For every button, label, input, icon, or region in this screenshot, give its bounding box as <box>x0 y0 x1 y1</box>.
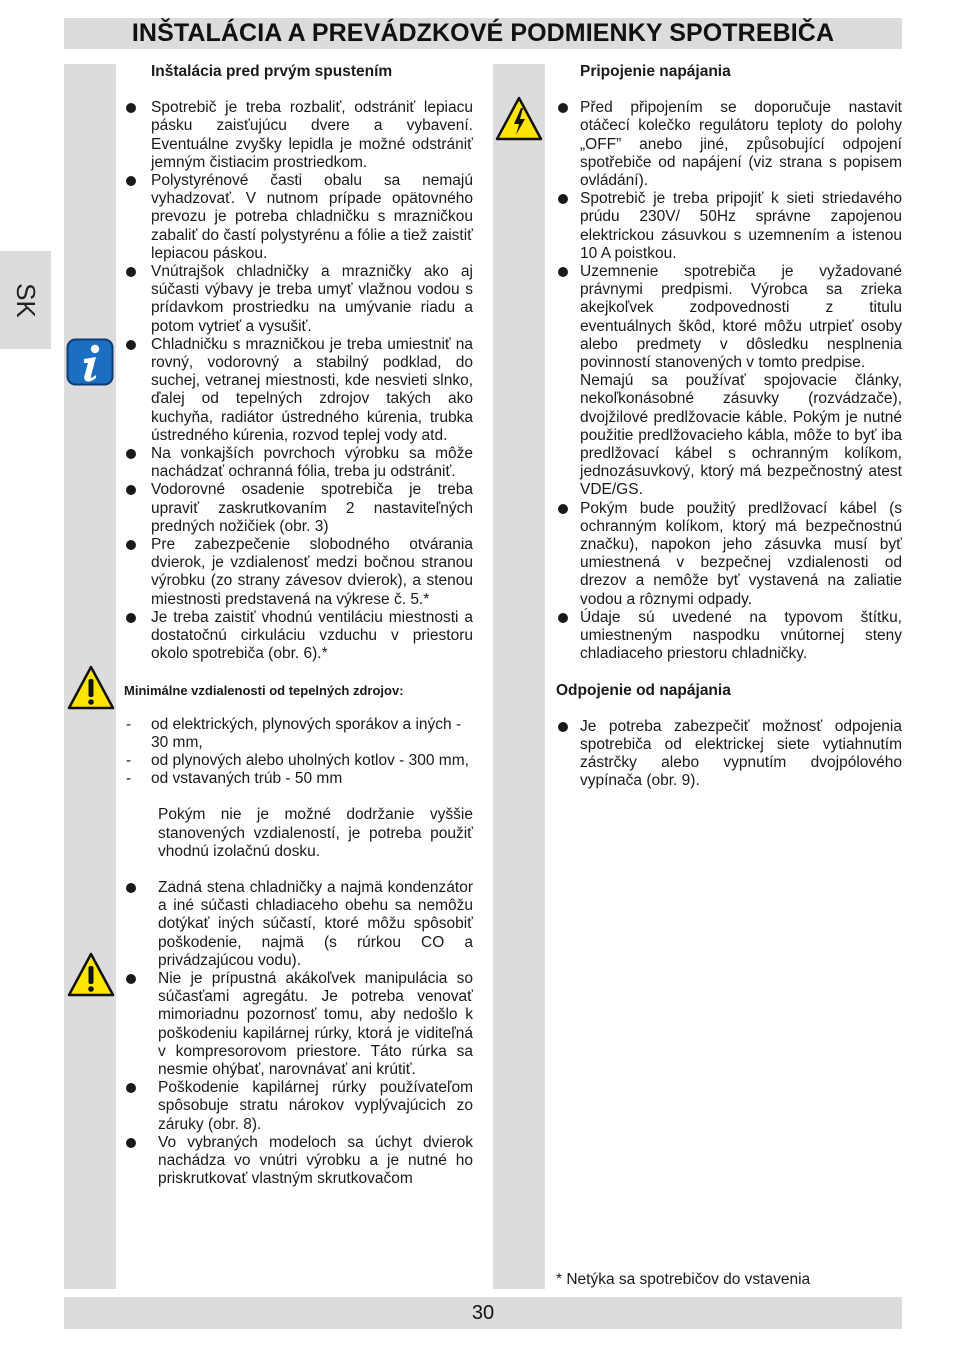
page-title: INŠTALÁCIA A PREVÁDZKOVÉ PODMIENKY SPOTREBIČA <box>131 19 835 47</box>
left-column <box>124 63 473 1188</box>
list-item: Spotrebič je treba rozbaliť, odstrániť lepiacu pásku zaisťujúcu dvere a vybavení. Eventuálne zvyšky lepidla je možné odstrániť jemným čistiacim prostriedkom. <box>124 99 473 172</box>
installation-heading: Inštalácia pred prvým spustením <box>151 63 393 80</box>
power-list <box>556 99 902 663</box>
right-column <box>556 63 902 791</box>
grounding-text: Uzemnenie spotrebiča je vyžadované právnymi predpismi. Výrobca sa zrieka akejkoľvek zodpovednosti z titulu eventuálnych škôd, ktoré môžu utrpieť osoby alebo predmety v dôsledku nesplnenia povinností stanovených v tomto predpise. <box>580 263 902 372</box>
power-connection-heading: Pripojenie napájania <box>580 63 731 80</box>
installation-list <box>124 99 473 663</box>
list-item: - od plynových alebo uholných kotlov - 300 mm, <box>124 752 473 770</box>
page-number: 30 <box>471 1302 495 1324</box>
page-header <box>64 18 902 49</box>
distance-heading: Minimálne vzdialenosti od tepelných zdrojov: <box>124 682 404 698</box>
list-item: Poškodenie kapilárnej rúrky používateľom spôsobuje stratu nárokov vyplývajúcich zo záruky (obr. 8). <box>124 1079 473 1134</box>
warning-icon <box>66 951 116 998</box>
list-item: Polystyrénové časti obalu sa nemajú vyhadzovať. V nutnom prípade opätovného prevozu je potreba chladničku s mrazničkou zabaliť do častí polystyrénu a fólie a tiež zaistiť lepiacou páskou. <box>124 172 473 263</box>
footnote: * Netýka sa spotrebičov do vstavenia <box>556 1271 811 1288</box>
disconnect-list <box>556 718 902 791</box>
page-footer <box>64 1297 902 1329</box>
list-item: Chladničku s mrazničkou je treba umiestniť na rovný, vodorovný a stabilný podklad, do suchej, vetranej miestnosti, kde nesvieti slnko, ďalej od tepelných zdrojov takých ako kuchyňa, radiátor ústredného kúrenia, trubka ústredného kúrenia, rozvod teplej vody atd. <box>124 336 473 445</box>
list-item: Před připojením se doporučuje nastavit otáčecí kolečko regulátoru teploty do polohy „OFF” anebo jiné, způsobující odpojení spotřebiče od napájení (viz strana s popisem ovládání). <box>556 99 902 190</box>
grounding-note: Nemajú sa používať spojovacie články, nekoľkonásobné zásuvky (rozvádzače), dvojžilové predlžovacie káble. Pokým je nutné použitie predlžovacieho kábla, môže to byť iba predlžovací kábel s ochranným kolíkom, jednozásuvkový, ktorý má bezpečnostný atest VDE/GS. <box>580 372 902 499</box>
list-item: Nie je prípustná akákoľvek manipulácia so súčasťami agregátu. Je potreba venovať mimoriadnu pozornosť tomu, aby nedošlo k poškodeniu kapilárnej rúrky, ktorá je viditeľná v kompresorovom priestore. Táto rúrka sa nesmie ohýbať, narovnávať ani krútiť. <box>124 970 473 1079</box>
language-label: SK <box>11 282 41 318</box>
list-item: Údaje sú uvedené na typovom štítku, umiestneným naspodku vnútornej steny chladiaceho priestoru chladničky. <box>556 609 902 664</box>
list-item: Vo vybraných modeloch sa úchyt dvierok nachádza vo vnútri výrobku a je nutné ho priskrutkovať vlastným skrutkovačom <box>124 1134 473 1189</box>
list-item <box>556 263 902 500</box>
list-item: Spotrebič je treba pripojiť k sieti striedavého prúdu 230V/ 50Hz správne zapojenou elektrickou zásuvkou s uzemnením a istenou 10 A poistkou. <box>556 190 902 263</box>
list-item: Zadná stena chladničky a najmä kondenzátor a iné súčasti chladiaceho obehu sa nemôžu dotýkať iných súčastí, ktoré môžu spôsobiť poškodenie, najmä (s rúrkou CO a privádzajúcou vodu). <box>124 879 473 970</box>
list-item: - od vstavaných trúb - 50 mm <box>124 770 473 788</box>
distance-note: Pokým nie je možné dodržanie vyššie stanovených vzdialeností, je potreba použiť vhodnú izolačnú dosku. <box>158 806 473 860</box>
distance-list <box>124 716 473 789</box>
right-icon-strip <box>493 64 545 1289</box>
list-item: Vnútrajšok chladničky a mrazničky ako aj súčasti výbavy je treba umyť vlažnou vodou s prídavkom prostriedku na umývanie riadu a potom vytrieť a vysušiť. <box>124 263 473 336</box>
list-item: Na vonkajších povrchoch výrobku sa môže nachádzať ochranná fólia, treba ju odstrániť. <box>124 445 473 481</box>
list-item: - od elektrických, plynových sporákov a iných - 30 mm, <box>124 716 473 752</box>
list-item: Je potreba zabezpečiť možnosť odpojenia spotrebiča od elektrickej siete vytiahnutím zástrčky alebo vypnutím dvojpólového vypínača (obr. 9). <box>556 718 902 791</box>
disconnect-heading: Odpojenie od napájania <box>556 681 731 699</box>
language-tab <box>0 251 51 349</box>
list-item: Vodorovné osadenie spotrebiča je treba upraviť zaskrutkovaním 2 nastaviteľných predných nožičiek (obr. 3) <box>124 481 473 536</box>
info-icon <box>66 338 114 386</box>
warning-icon <box>66 664 116 711</box>
list-item: Pokým bude použitý predlžovací kábel (s ochranným kolíkom, ktorý má bezpečnostnú značku), napokon jeho zásuvka musí byť umiestnená v bezpečnej vzdialenosti od drezov a nemôže byť vystavená na zaliatie vodou a rôznymi odpady. <box>556 500 902 609</box>
warning-list <box>124 879 473 1188</box>
high-voltage-icon <box>494 95 544 142</box>
list-item: Pre zabezpečenie slobodného otvárania dvierok, je vzdialenosť medzi bočnou stranou výrobku (zo strany závesov dvierok), a stenou miestnosti predstavená na výkrese č. 5.* <box>124 536 473 609</box>
list-item: Je treba zaistiť vhodnú ventiláciu miestnosti a dostatočnú cirkuláciu vzduchu v priestoru okolo spotrebiča (obr. 6).* <box>124 609 473 664</box>
